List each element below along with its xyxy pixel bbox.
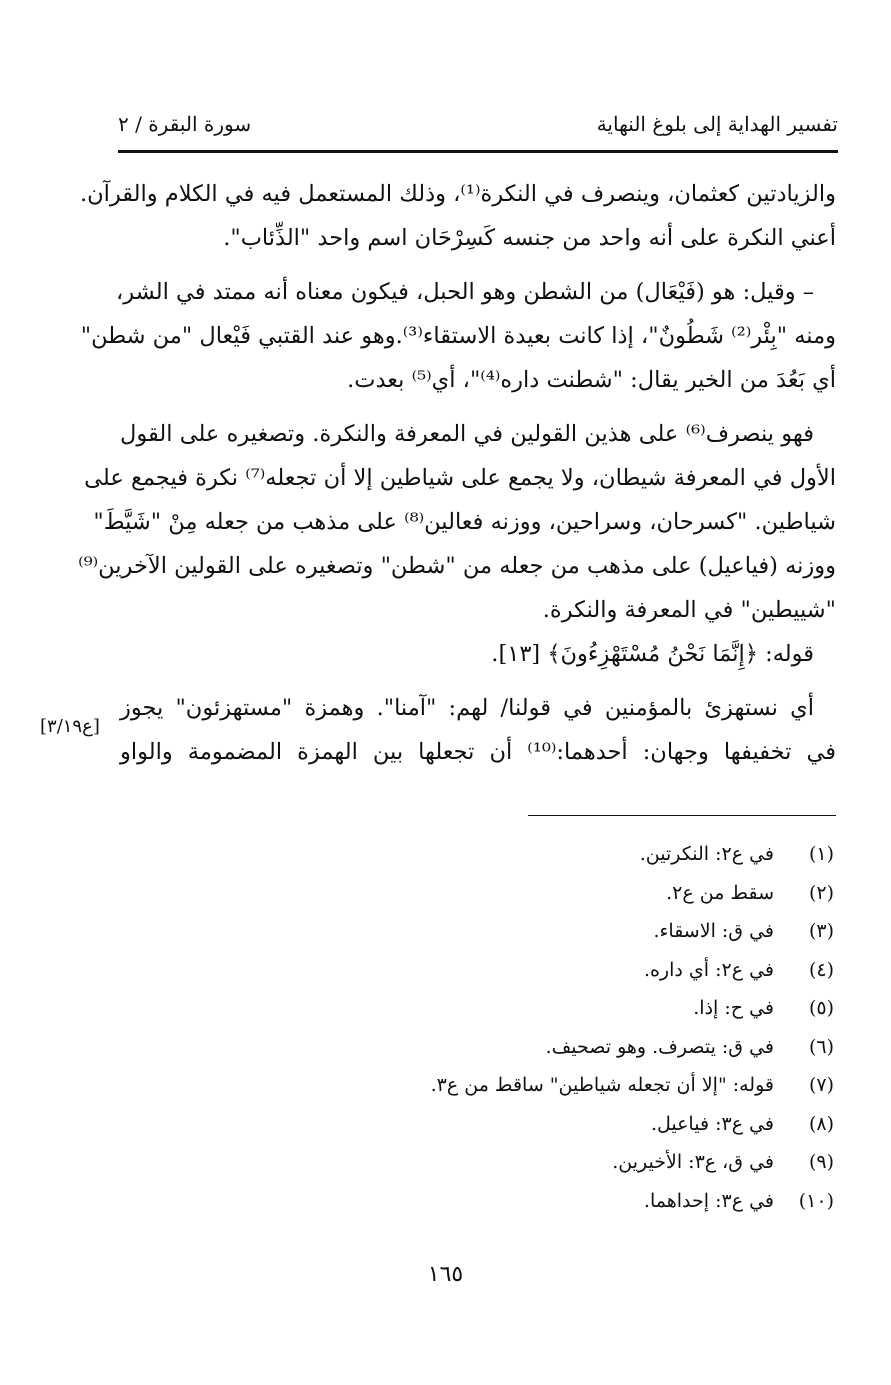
header-rule (118, 150, 838, 153)
page-number: ١٦٥ (427, 1262, 464, 1287)
footnote (431, 951, 834, 990)
book-title: تفسير الهداية إلى بلوغ النهاية (596, 112, 838, 136)
text-line: أي نستهزئ بالمؤمنين في قولنا/ لهم: "آمنا". وهمزة "مستهزئون" يجوز (120, 695, 814, 721)
text-line: الأول في المعرفة شيطان، ولا يجمع على شياطين إلا أن تجعله⁽⁷⁾ نكرة فيجمع على (84, 465, 836, 491)
footnote (431, 835, 834, 874)
text-line: "شييطين" في المعرفة والنكرة. (542, 597, 836, 623)
footnote-number: (٩) (808, 1151, 834, 1173)
text-line: – وقيل: هو (فَيْعَال) من الشطن وهو الحبل، فيكون معناه أنه ممتد في الشر، (116, 279, 814, 305)
footnote-number: (٣) (808, 920, 834, 942)
text-line: والزيادتين كعثمان، وينصرف في النكرة⁽¹⁾، وذلك المستعمل فيه في الكلام والقرآن. (79, 181, 836, 207)
text-line: ووزنه (فياعيل) على مذهب من جعله من "شطن" وتصغيره على القولين الآخرين⁽⁹⁾ (78, 553, 836, 579)
footnote-text: سقط من ع٢. (666, 881, 774, 904)
footnotes (431, 835, 834, 1220)
surah-label: سورة البقرة / ٢ (118, 112, 252, 136)
text-line: شياطين. "كسرحان، وسراحين، ووزنه فعالين⁽⁸⁾ على مذهب من جعله مِنْ "شَيَّطَ" (93, 509, 836, 535)
footnote-separator (528, 815, 836, 816)
footnote-number: (١٠) (798, 1189, 834, 1212)
footnote (431, 1028, 834, 1067)
footnote-number: (٥) (808, 997, 834, 1019)
footnote-text: في ع٣: إحداهما. (643, 1189, 774, 1212)
running-header (118, 108, 838, 144)
footnote-text: في ق، ع٣: الأخيرين. (612, 1151, 774, 1173)
footnote-text: في ق: يتصرف. وهو تصحيف. (545, 1035, 774, 1058)
footnote-text: في ع٢: أي داره. (643, 958, 774, 981)
footnote-number: (٤) (808, 958, 834, 981)
footnote-text: في ق: الاسقاء. (653, 920, 774, 942)
footnote (431, 1143, 834, 1182)
footnote (431, 1182, 834, 1221)
footnote-text: في ح: إذا. (693, 997, 774, 1019)
verse-line: قوله: ﴿إِنَّمَا نَحْنُ مُسْتَهْزِءُونَ﴾ [١٣]. (491, 641, 814, 667)
text-line: في تخفيفها وجهان: أحدهما:⁽¹⁰⁾ أن تجعلها بين الهمزة المضمومة والواو (120, 739, 836, 765)
manuscript-margin-reference: [ع٣/١٩] (40, 716, 100, 737)
footnote-number: (٢) (808, 881, 834, 904)
main-text (78, 172, 836, 774)
footnote (431, 1066, 834, 1105)
footnote-text: في ع٣: فياعيل. (650, 1112, 774, 1135)
footnote (431, 1105, 834, 1144)
footnote-number: (٦) (808, 1035, 834, 1058)
footnote (431, 989, 834, 1028)
text-line: فهو ينصرف⁽⁶⁾ على هذين القولين في المعرفة والنكرة. وتصغيره على القول (120, 421, 814, 447)
footnote-number: (١) (808, 843, 834, 865)
text-line: أعني النكرة على أنه واحد من جنسه كَسِرْحَان اسم واحد "الذِّئاب". (223, 225, 836, 251)
footnote (431, 912, 834, 951)
text-line: أي بَعُدَ من الخير يقال: "شطنت داره⁽⁴⁾"، أي⁽⁵⁾ بعدت. (347, 367, 836, 393)
footnote-text: في ع٢: النكرتين. (639, 843, 774, 865)
footnote-text: قوله: "إلا أن تجعله شياطين" ساقط من ع٣. (430, 1074, 774, 1096)
text-line: ومنه "بِئْر⁽²⁾ شَطُونٌ"، إذا كانت بعيدة الاستقاء⁽³⁾.وهو عند القتبي فَيْعال "من شطن" (80, 323, 836, 349)
footnote (431, 874, 834, 913)
footnote-number: (٧) (808, 1074, 834, 1096)
footnote-number: (٨) (808, 1112, 834, 1135)
